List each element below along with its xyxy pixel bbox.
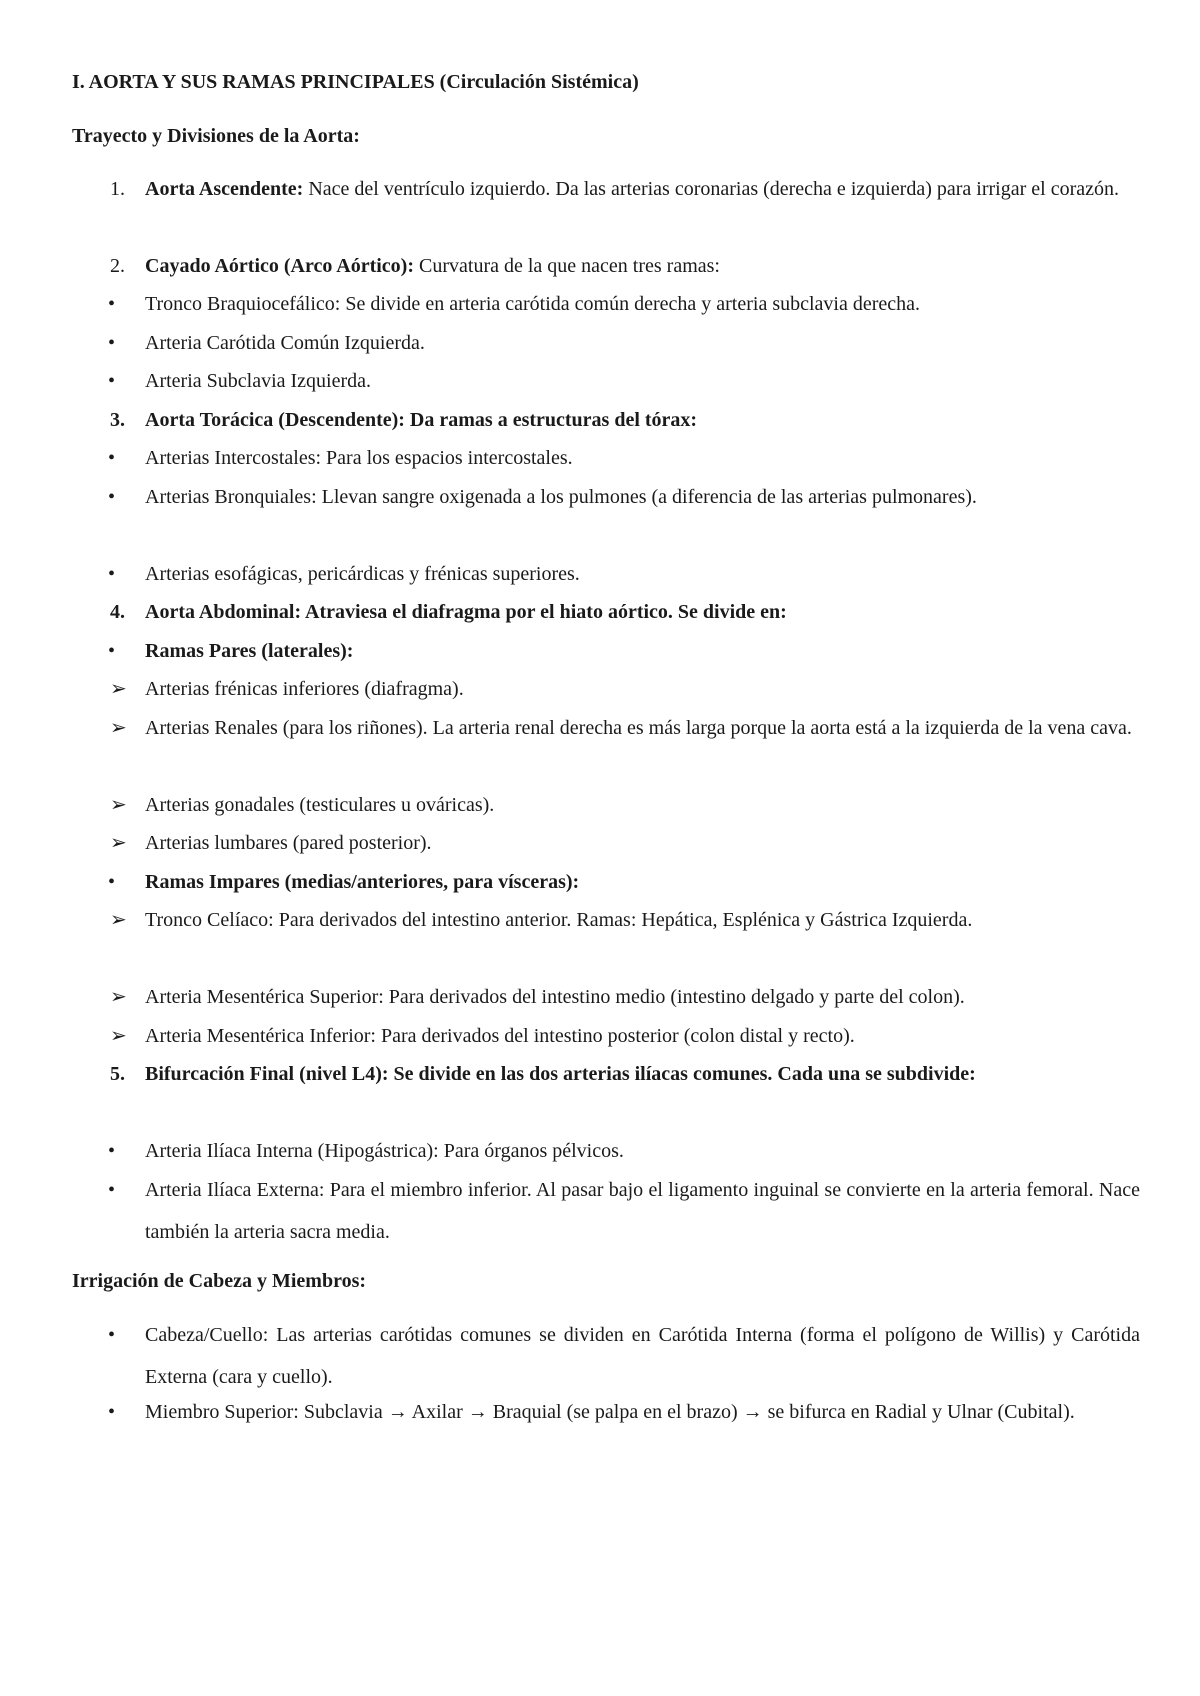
item-text: Arterias gonadales (testiculares u ováricas). [145, 794, 495, 816]
item-text: Arteria Mesentérica Superior: Para derivados del intestino medio (intestino delgado y parte del colon). [145, 986, 965, 1008]
item-label: Ramas Pares (laterales): [145, 640, 354, 662]
section-heading-irrigacion: Irrigación de Cabeza y Miembros: [72, 1270, 367, 1292]
item-text: Arteria Ilíaca Externa: Para el miembro inferior. Al pasar bajo el ligamento inguinal se convierte en la arteria femoral. Nace también la arteria sacra media. [145, 1179, 1140, 1243]
item-text: Arteria Carótida Común Izquierda. [145, 332, 425, 354]
item-text: Arteria Mesentérica Inferior: Para derivados del intestino posterior (colon distal y recto). [145, 1025, 855, 1047]
item-text: Arterias Intercostales: Para los espacios intercostales. [145, 447, 573, 469]
item-text: Miembro Superior: Subclavia → Axilar → Braquial (se palpa en el brazo) → se bifurca en Radial y Ulnar (Cubital). [145, 1401, 1075, 1423]
item-text: Arterias frénicas inferiores (diafragma). [145, 678, 464, 700]
bullet-icon: • [108, 447, 116, 469]
item-text: Arteria Subclavia Izquierda. [145, 370, 372, 392]
arrow-bullet-icon: ➢ [110, 1025, 127, 1047]
list-number: 2. [110, 255, 125, 277]
item-label: Ramas Impares (medias/anteriores, para vísceras): [145, 871, 580, 893]
bullet-icon: • [108, 640, 116, 662]
bullet-icon: • [108, 1179, 116, 1201]
item-text: Tronco Celíaco: Para derivados del intestino anterior. Ramas: Hepática, Esplénica y Gástrica Izquierda. [145, 909, 973, 931]
bullet-icon: • [108, 563, 116, 585]
item-text: Cabeza/Cuello: Las arterias carótidas comunes se dividen en Carótida Interna (forma el polígono de Willis) y Carótida Externa (cara y cuello). [145, 1324, 1140, 1388]
bullet-icon: • [108, 370, 116, 392]
bullet-icon: • [108, 1140, 116, 1162]
item-text: Arterias Renales (para los riñones). La arteria renal derecha es más larga porque la aorta está a la izquierda de la vena cava. [145, 717, 1132, 739]
list-number: 1. [110, 178, 125, 200]
item-label: Cayado Aórtico (Arco Aórtico): [145, 255, 415, 277]
item-text: Arteria Ilíaca Interna (Hipogástrica): Para órganos pélvicos. [145, 1140, 624, 1162]
item-text: Arterias esofágicas, pericárdicas y frénicas superiores. [145, 563, 580, 585]
bullet-icon: • [108, 293, 116, 315]
item-text: Arterias lumbares (pared posterior). [145, 832, 432, 854]
item-label: Aorta Abdominal: Atraviesa el diafragma por el hiato aórtico. Se divide en: [145, 601, 787, 623]
bullet-icon: • [108, 1324, 116, 1346]
item-text: Curvatura de la que nacen tres ramas: [414, 255, 720, 277]
item-label: Bifurcación Final (nivel L4): Se divide en las dos arterias ilíacas comunes. Cada una se subdivide: [145, 1063, 976, 1085]
list-number: 3. [110, 409, 125, 431]
arrow-bullet-icon: ➢ [110, 986, 127, 1008]
item-label: Aorta Ascendente: [145, 178, 304, 200]
section-heading-trayecto: Trayecto y Divisiones de la Aorta: [72, 125, 360, 147]
item-text: Arterias Bronquiales: Llevan sangre oxigenada a los pulmones (a diferencia de las arterias pulmonares). [145, 486, 977, 508]
item-label: Aorta Torácica (Descendente): Da ramas a estructuras del tórax: [145, 409, 698, 431]
bullet-icon: • [108, 332, 116, 354]
arrow-bullet-icon: ➢ [110, 717, 127, 739]
item-text: Nace del ventrículo izquierdo. Da las arterias coronarias (derecha e izquierda) para irrigar el corazón. [303, 178, 1119, 200]
arrow-bullet-icon: ➢ [110, 678, 127, 700]
list-number: 5. [110, 1063, 125, 1085]
arrow-bullet-icon: ➢ [110, 832, 127, 854]
bullet-icon: • [108, 871, 116, 893]
list-number: 4. [110, 601, 125, 623]
arrow-bullet-icon: ➢ [110, 794, 127, 816]
bullet-icon: • [108, 486, 116, 508]
document-title: I. AORTA Y SUS RAMAS PRINCIPALES (Circulación Sistémica) [72, 71, 639, 93]
bullet-icon: • [108, 1401, 116, 1423]
item-text: Tronco Braquiocefálico: Se divide en arteria carótida común derecha y arteria subclavia derecha. [145, 293, 921, 315]
arrow-bullet-icon: ➢ [110, 909, 127, 931]
